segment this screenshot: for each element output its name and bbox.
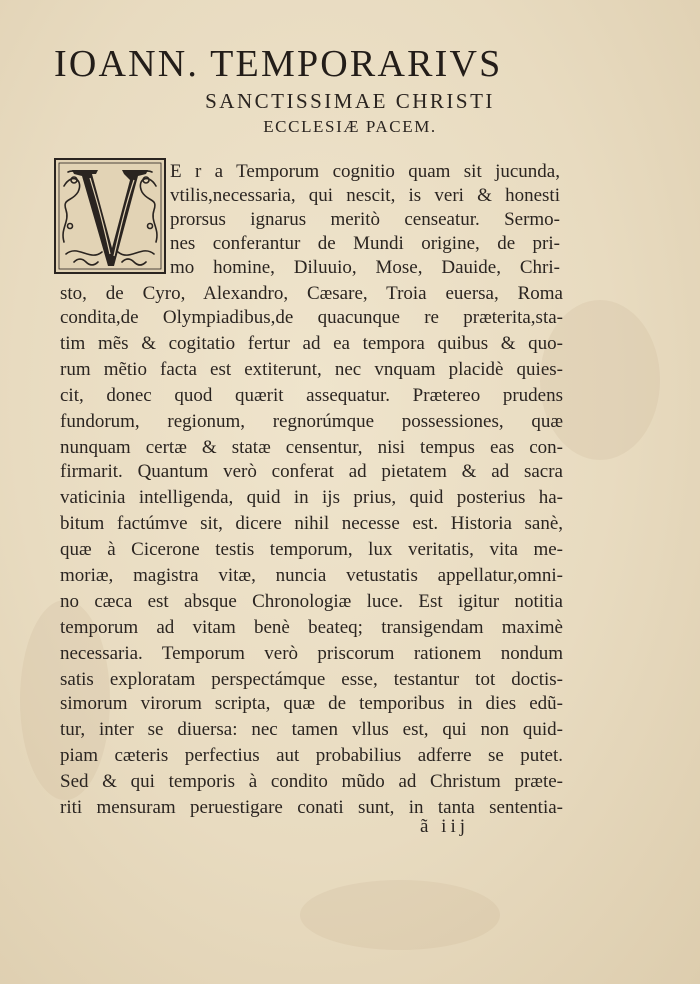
text-line: cit, donec quod quærit assequatur. Prætereo prudens — [60, 385, 563, 406]
text-line: temporum ad vitam benè beateq; transigendam maximè — [60, 617, 563, 638]
ornament-icon — [54, 158, 166, 274]
text-line: no cæca est absque Chronologiæ luce. Est igitur notitia — [60, 591, 563, 612]
decorated-initial — [54, 158, 166, 274]
text-line: vtilis,necessaria, qui nescit, is veri & honesti — [170, 185, 560, 206]
dedication-line-2: ECCLESIÆ PACEM. — [263, 117, 437, 136]
text-line: satis exploratam perspectámque esse, testantur tot doctis- — [60, 669, 563, 690]
text-line: riti mensuram peruestigare conati sunt, in tanta sententia- — [60, 797, 563, 818]
text-line: nes conferantur de Mundi origine, de pri- — [170, 233, 560, 254]
text-line: piam cæteris perfectius aut probabilius adferre se putet. — [60, 745, 563, 766]
text-line: tur, inter se diuersa: nec tamen vllus est, qui non quid- — [60, 719, 563, 740]
text-line: Sed & qui temporis à condito mũdo ad Christum præte- — [60, 771, 563, 792]
text-line: quæ à Cicerone testis temporum, lux veritatis, vita me- — [60, 539, 563, 560]
text-line: tim mẽs & cogitatio fertur ad ea tempora quibus & quo- — [60, 333, 563, 354]
page-title: IOANN. TEMPORARIVS — [54, 43, 503, 85]
text-line: vaticinia intelligenda, quid in ijs prius, quid posterius ha- — [60, 487, 563, 508]
text-line: prorsus ignarus meritò censeatur. Sermo- — [170, 209, 560, 230]
text-line: simorum virorum scripta, quæ de temporibus in dies edũ- — [60, 693, 563, 714]
text-line: rum mẽtio facta est extiterunt, nec vnquam placidè quies- — [60, 359, 563, 380]
text-line: necessaria. Temporum verò priscorum rationem nondum — [60, 643, 563, 664]
text-line: nunquam certæ & statæ censentur, nisi tempus eas con- — [60, 437, 563, 458]
signature-mark: ã iij — [420, 816, 470, 837]
text-line: sto, de Cyro, Alexandro, Cæsare, Troia euersa, Roma — [60, 283, 563, 304]
text-line: moriæ, magistra vitæ, nuncia vetustatis appellatur,omni- — [60, 565, 563, 586]
dedication-line-1: SANCTISSIMAE CHRISTI — [205, 89, 495, 113]
paper-stain — [300, 880, 500, 950]
text-line: fundorum, regionum, regnorúmque possessiones, quæ — [60, 411, 563, 432]
text-line: mo homine, Diluuio, Mose, Dauide, Chri- — [170, 257, 560, 278]
text-line: condita,de Olympiadibus,de quacunque re præterita,sta- — [60, 307, 563, 328]
text-line: firmarit. Quantum verò conferat ad pietatem & ad sacra — [60, 461, 563, 482]
text-line: E r a Temporum cognitio quam sit jucunda, — [170, 161, 560, 182]
text-line: bitum factúmve sit, dicere nihil necesse est. Historia sanè, — [60, 513, 563, 534]
